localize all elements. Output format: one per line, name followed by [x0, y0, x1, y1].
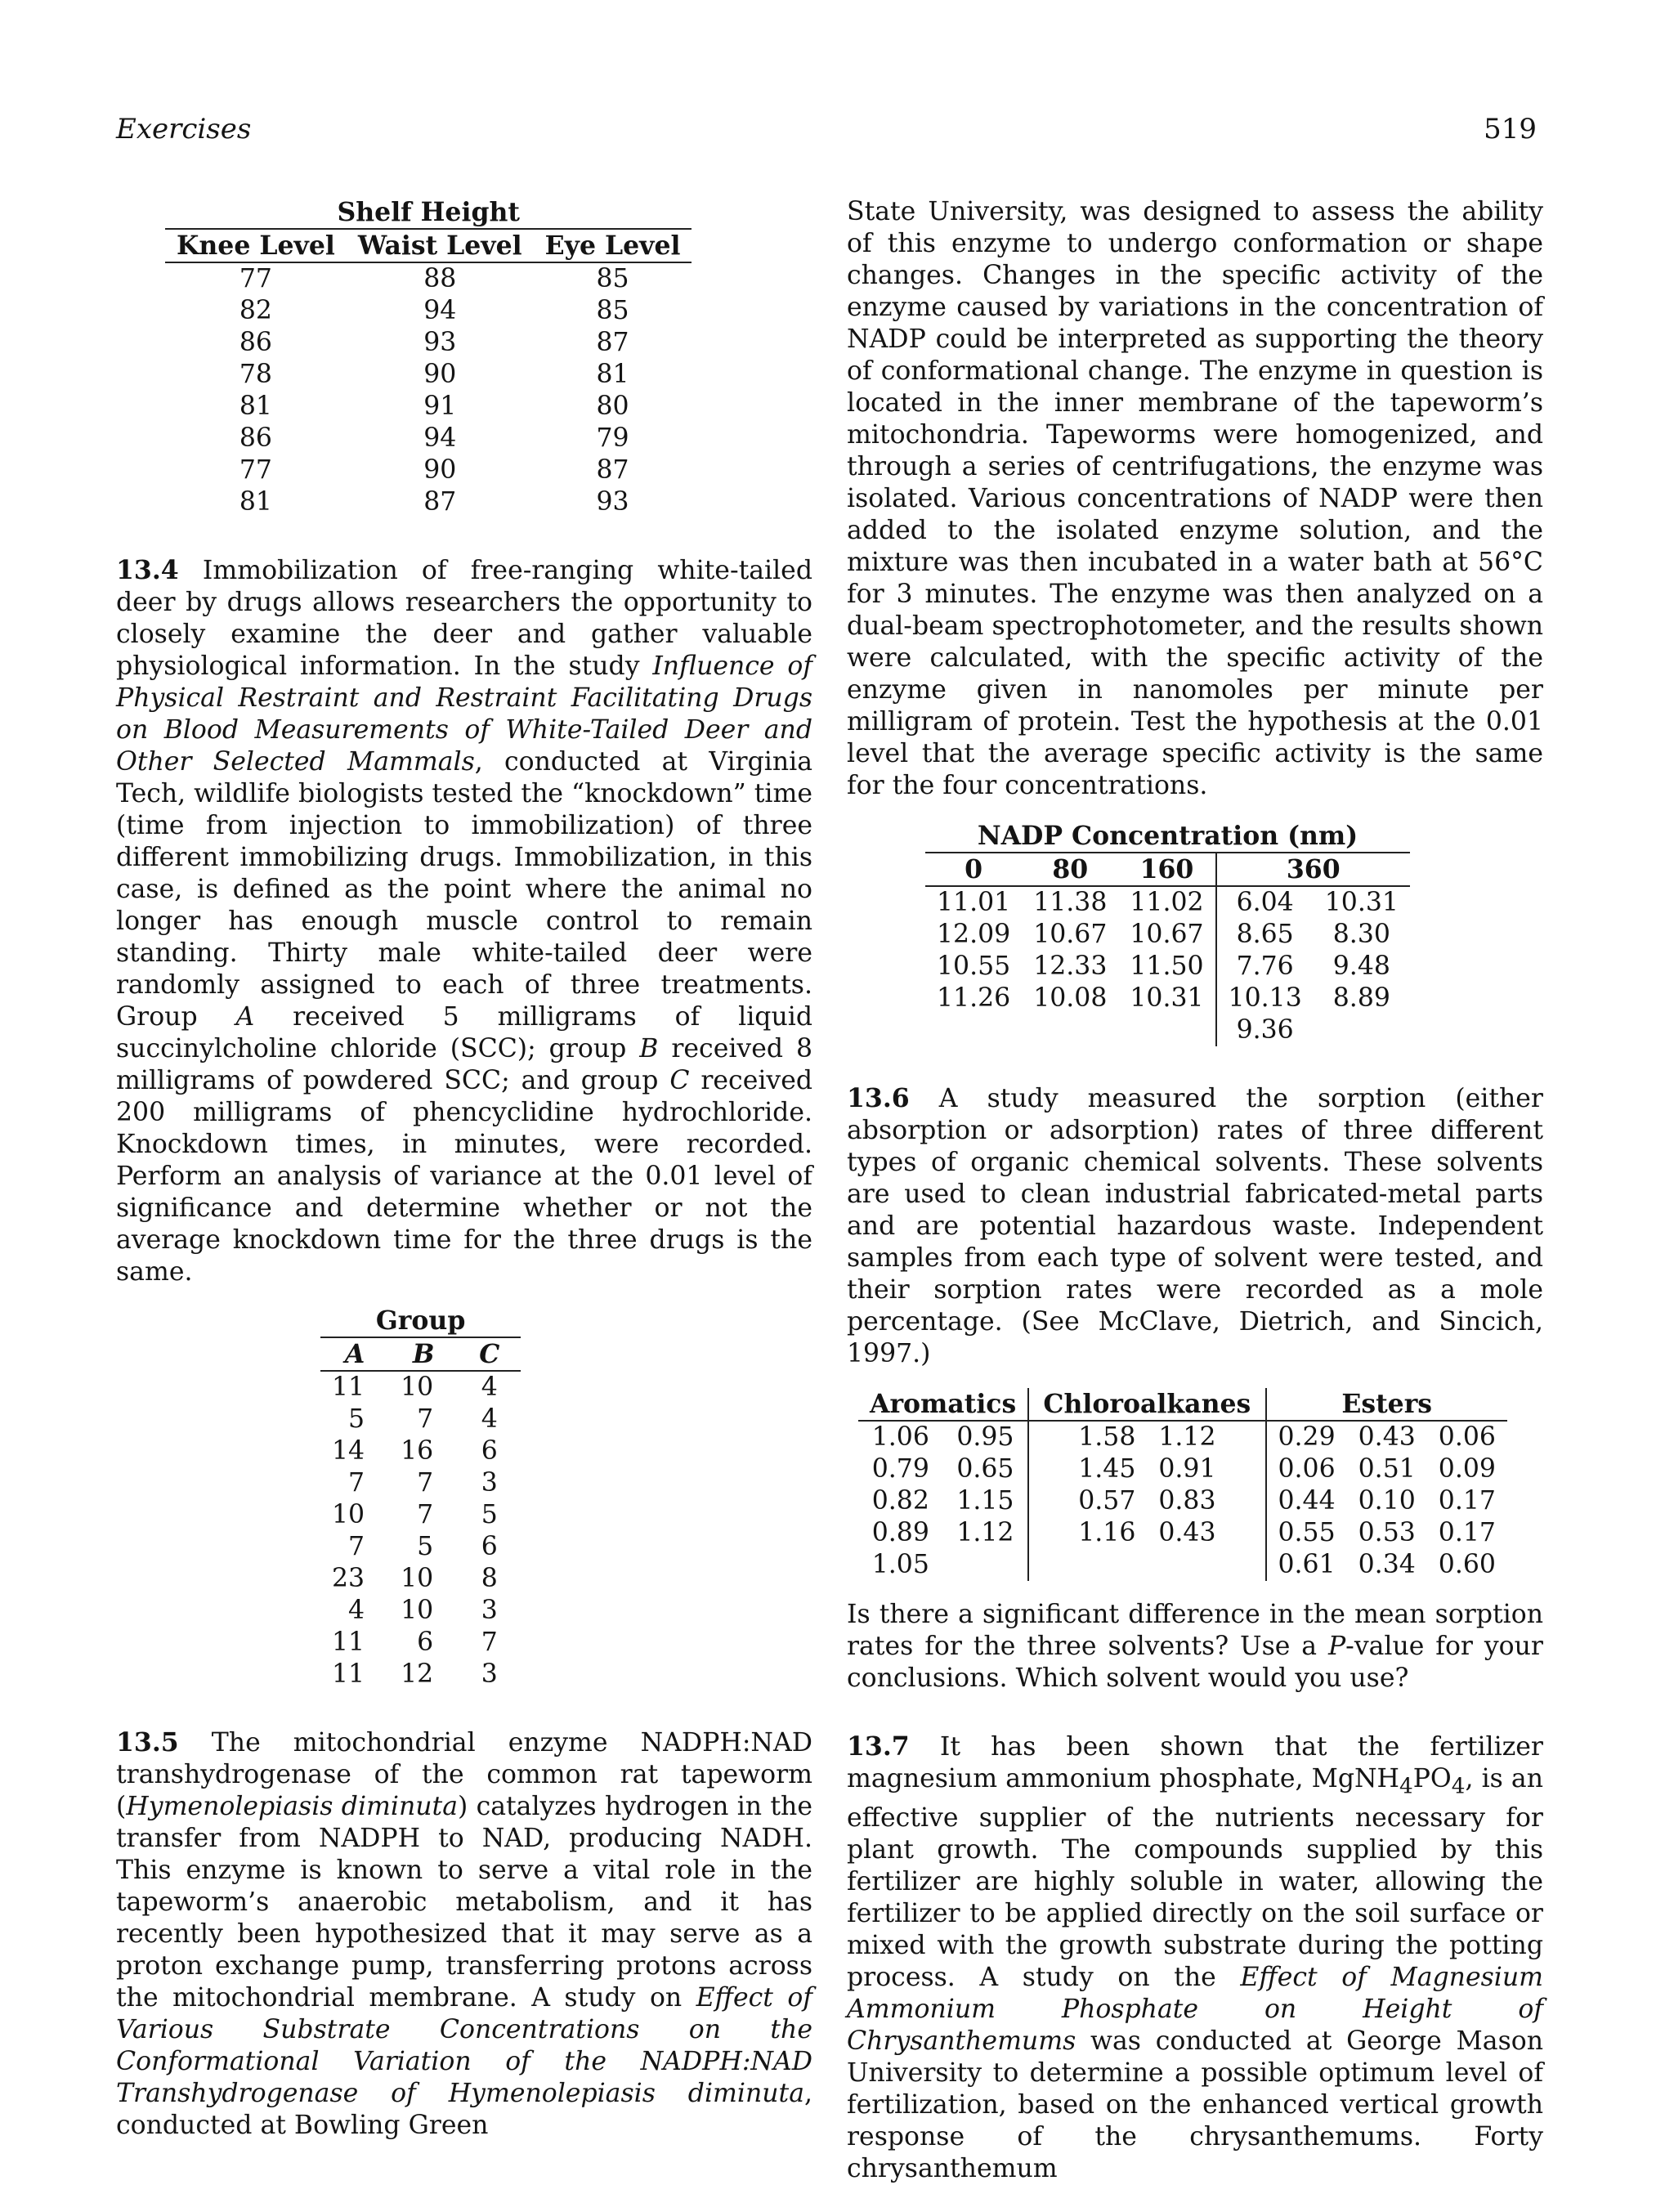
left-column	[116, 196, 812, 2142]
table-cell: 90	[423, 360, 457, 389]
table-cell: 94	[423, 423, 457, 453]
table-cell: 8.65	[1216, 919, 1314, 951]
table-cell: 9.36	[1216, 1014, 1314, 1046]
table-row	[320, 1499, 521, 1531]
table-cell	[1314, 1014, 1410, 1046]
exercise-13-5-continued: State University, was designed to assess the ability of this enzyme to undergo conformation or shape changes. Changes in the specific activity of the enzyme caused by variations in the concentration of NADP could be interpreted as supporting the theory of conformational change. The enzyme in question is located in the inner membrane of the tapeworm’s mitochondria. Tapeworms were homogenized, and through a series of centrifugations, the enzyme was isolated. Various concentrations of NADP were then added to the isolated enzyme solution, and the mixture was then incubated in a water bath at 56°C for 3 minutes. The enzyme was then analyzed on a dual-beam spectrophotometer, and the results shown were calculated, with the specific activity of the enzyme given in nanomoles per minute per milligram of protein. Test the hypothesis at the 0.01 level that the average specific activity is the same for the four concentrations.	[847, 197, 1543, 800]
table-cell: 77	[239, 455, 272, 485]
table-cell: 81	[239, 392, 272, 421]
table-cell: 87	[596, 328, 629, 357]
table-cell: 10.31	[1324, 888, 1399, 917]
table-cell: 11.02	[1130, 888, 1204, 917]
table-cell: 0.51	[1358, 1454, 1416, 1484]
table-cell: 12	[401, 1659, 434, 1689]
table-cell: 10.67	[1033, 920, 1108, 949]
table-cell: 90	[423, 455, 457, 485]
table-cell: 86	[239, 423, 272, 453]
shelf-height-table	[165, 196, 692, 518]
table-cell: 86	[239, 328, 272, 357]
column-header: Waist Level	[347, 229, 534, 262]
table-cell: 7.76	[1216, 951, 1314, 983]
table-cell: 88	[423, 264, 457, 293]
table-cell: 7	[417, 1468, 434, 1498]
table-cell: 12.33	[1033, 952, 1108, 981]
table-cell: 11	[332, 1628, 365, 1657]
page-number: 519	[1484, 113, 1537, 146]
table-cell: 11.50	[1130, 952, 1204, 981]
study-title: Effect of Magnesium Ammonium Phosphate on Height of Chrysanthemums	[847, 1963, 1543, 2057]
table-cell: 0.61	[1266, 1549, 1347, 1581]
table-cell: 0.29	[1266, 1421, 1347, 1453]
table-cell: 10.08	[1033, 983, 1108, 1013]
table-row	[925, 886, 1410, 919]
table-cell: 0.44	[1266, 1485, 1347, 1517]
table-cell: 85	[596, 296, 629, 325]
table-cell: 7	[417, 1500, 434, 1529]
right-column	[847, 196, 1543, 2185]
table-row	[165, 262, 692, 295]
nadp-table	[925, 820, 1410, 1046]
table-cell: 7	[481, 1628, 498, 1657]
table-cell: 11.01	[937, 888, 1011, 917]
table-cell: 0.53	[1358, 1518, 1416, 1547]
table-cell: 4	[481, 1404, 498, 1434]
solvent-table	[858, 1388, 1507, 1581]
table-cell	[1147, 1549, 1265, 1581]
table-row	[165, 391, 692, 423]
table-group-header: Group	[320, 1305, 521, 1337]
table-cell: 8.89	[1332, 983, 1390, 1013]
table-group-header: NADP Concentration (nm)	[925, 820, 1410, 853]
table-row	[925, 919, 1410, 951]
column-header: Eye Level	[534, 229, 692, 262]
running-title: Exercises	[116, 113, 252, 146]
table-row	[320, 1404, 521, 1435]
table-cell: 10	[401, 1372, 434, 1402]
column-header: 360	[1216, 853, 1410, 886]
table-cell: 0.06	[1438, 1422, 1496, 1452]
table-row	[320, 1531, 521, 1563]
table-cell: 0.89	[871, 1518, 929, 1547]
table-cell: 77	[239, 264, 272, 293]
table-cell: 91	[423, 392, 457, 421]
table-cell: 10	[332, 1500, 365, 1529]
table-cell: 7	[348, 1468, 365, 1498]
table-row	[165, 295, 692, 327]
table-cell: 14	[332, 1436, 365, 1466]
table-row	[320, 1627, 521, 1659]
table-cell: 6	[481, 1436, 498, 1466]
table-cell: 87	[423, 487, 457, 517]
table-cell: 80	[596, 392, 629, 421]
table-row	[320, 1467, 521, 1499]
exercise-13-6-question: Is there a significant difference in the mean sorption rates for the three solvents? Use a P-value for your conclusions. Which solvent would you use?	[847, 1600, 1543, 1693]
table-row	[858, 1517, 1507, 1549]
table-cell: 8	[481, 1564, 498, 1593]
exercise-number: 13.7	[847, 1731, 910, 1762]
table-cell: 79	[596, 423, 629, 453]
exercise-13-6: 13.6 A study measured the sorption (either absorption or adsorption) rates of three different types of organic chemical solvents. These solvents are used to clean industrial fabricated-metal parts and are potential hazardous waste. Independent samples from each type of solvent were tested, and their sorption rates were recorded as a mole percentage. (See McClave, Dietrich, and Sincich, 1997.)	[847, 1083, 1543, 1368]
table-cell: 1.05	[871, 1550, 929, 1579]
table-row	[858, 1485, 1507, 1517]
table-cell: 10	[401, 1564, 434, 1593]
table-cell: 11.26	[937, 983, 1011, 1013]
table-cell: 0.65	[956, 1454, 1014, 1484]
table-cell: 0.17	[1438, 1518, 1496, 1547]
table-cell: 0.55	[1266, 1517, 1347, 1549]
table-cell: 94	[423, 296, 457, 325]
table-cell: 10.13	[1216, 983, 1314, 1014]
table-cell: 4	[481, 1372, 498, 1402]
table-cell: 10.55	[937, 952, 1011, 981]
table-row	[858, 1453, 1507, 1485]
table-cell: 93	[423, 328, 457, 357]
table-cell	[1028, 1549, 1147, 1581]
table-cell: 0.79	[871, 1454, 929, 1484]
table-row	[165, 454, 692, 486]
table-cell: 6	[481, 1532, 498, 1561]
table-cell: 0.06	[1266, 1453, 1347, 1485]
table-cell	[1022, 1014, 1118, 1046]
table-cell: 0.09	[1438, 1454, 1496, 1484]
column-header: A	[320, 1337, 389, 1371]
table-cell: 10	[401, 1596, 434, 1625]
table-row	[320, 1595, 521, 1627]
table-row	[858, 1549, 1507, 1581]
exercise-number: 13.4	[116, 555, 179, 585]
table-cell: 1.45	[1028, 1453, 1147, 1485]
column-header: Knee Level	[165, 229, 347, 262]
table-cell: 0.34	[1358, 1550, 1416, 1579]
table-cell: 16	[401, 1436, 434, 1466]
table-cell: 11.38	[1033, 888, 1108, 917]
column-header: Aromatics	[858, 1388, 1028, 1421]
table-cell: 0.57	[1028, 1485, 1147, 1517]
table-cell: 0.60	[1438, 1550, 1496, 1579]
table-row	[320, 1563, 521, 1595]
table-cell: 11	[332, 1372, 365, 1402]
page-header	[116, 113, 1537, 154]
table-cell: 0.43	[1358, 1422, 1416, 1452]
table-row	[165, 327, 692, 359]
column-header: Chloroalkanes	[1028, 1388, 1265, 1421]
table-cell: 8.30	[1332, 920, 1390, 949]
table-cell: 3	[481, 1468, 498, 1498]
table-row	[925, 983, 1410, 1014]
column-header: 160	[1118, 853, 1215, 886]
column-header: C	[458, 1337, 521, 1371]
exercise-number: 13.5	[116, 1727, 179, 1758]
table-cell: 3	[481, 1659, 498, 1689]
table-cell: 7	[417, 1404, 434, 1434]
table-cell: 10.31	[1130, 983, 1204, 1013]
column-header: 80	[1022, 853, 1118, 886]
table-cell: 82	[239, 296, 272, 325]
table-row	[165, 486, 692, 518]
table-cell: 81	[596, 360, 629, 389]
table-row	[320, 1435, 521, 1467]
table-cell: 93	[596, 487, 629, 517]
table-cell	[943, 1549, 1029, 1581]
table-cell: 7	[348, 1532, 365, 1561]
table-cell: 23	[332, 1564, 365, 1593]
table-cell: 78	[239, 360, 272, 389]
table-cell: 3	[481, 1596, 498, 1625]
table-cell	[925, 1014, 1022, 1046]
exercise-13-5: 13.5 The mitochondrial enzyme NADPH:NAD transhydrogenase of the common rat tapeworm (Hymenolepiasis diminuta) catalyzes hydrogen in the transfer from NADPH to NAD, producing NADH. This enzyme is known to serve a vital role in the tapeworm’s anaerobic metabolism, and it has recently been hypothesized that it may serve as a proton exchange pump, transferring protons across the mitochondrial membrane. A study on Effect of Various Substrate Concentrations on the Conformational Variation of the NADPH:NAD Transhydrogenase of Hymenolepiasis diminuta, conducted at Bowling Green	[116, 1727, 812, 2140]
table-row	[165, 423, 692, 454]
table-cell: 4	[348, 1596, 365, 1625]
table-cell: 0.10	[1358, 1486, 1416, 1516]
table-group-header: Shelf Height	[165, 196, 692, 229]
table-cell: 6	[417, 1628, 434, 1657]
table-cell: 87	[596, 455, 629, 485]
table-cell: 0.95	[956, 1422, 1014, 1452]
table-cell: 5	[481, 1500, 498, 1529]
table-cell: 81	[239, 487, 272, 517]
table-cell: 1.16	[1028, 1517, 1147, 1549]
table-row	[320, 1659, 521, 1690]
table-cell: 1.12	[956, 1518, 1014, 1547]
table-cell	[1118, 1014, 1215, 1046]
table-cell: 0.91	[1158, 1454, 1216, 1484]
table-cell: 6.04	[1216, 886, 1314, 919]
table-cell: 1.58	[1028, 1421, 1147, 1453]
table-cell: 0.17	[1438, 1486, 1496, 1516]
table-cell: 10.67	[1130, 920, 1204, 949]
column-header: B	[389, 1337, 458, 1371]
study-title: Effect of Various Substrate Concentrations on the Conformational Variation of the NADPH:NAD Transhydrogenase of Hymenolepiasis diminuta	[116, 1983, 812, 2108]
exercise-13-7: 13.7 It has been shown that the fertilizer magnesium ammonium phosphate, $MgNH_4PO_4$, is an effective supplier of the nutrients necessary for plant growth. The compounds supplied by this fertilizer are highly soluble in water, allowing the fertilizer to be applied directly on the soil surface or mixed with the growth substrate during the potting process. A study on the Effect of Magnesium Ammonium Phosphate on Height of Chrysanthemums was conducted at George Mason University to determine a possible optimum level of fertilization, based on the enhanced vertical growth response of the chrysanthemums. Forty chrysanthemum	[847, 1731, 1543, 2184]
table-cell: 12.09	[937, 920, 1011, 949]
table-cell: 0.83	[1158, 1486, 1216, 1516]
table-cell: 5	[348, 1404, 365, 1434]
table-cell: 85	[596, 264, 629, 293]
table-cell: 0.43	[1158, 1518, 1216, 1547]
exercise-13-4: 13.4 Immobilization of free-ranging white-tailed deer by drugs allows researchers the opportunity to closely examine the deer and gather valuable physiological information. In the study Influence of Physical Restraint and Restraint Facilitating Drugs on Blood Measurements of White-Tailed Deer and Other Selected Mammals, conducted at Virginia Tech, wildlife biologists tested the “knockdown” time (time from injection to immobilization) of three different immobilizing drugs. Immobilization, in this case, is defined as the point where the animal no longer has enough muscle control to remain standing. Thirty male white-tailed deer were randomly assigned to each of three treatments. Group A received 5 milligrams of liquid succinylcholine chloride (SCC); group B received 8 milligrams of powdered SCC; and group C received 200 milligrams of phencyclidine hydrochloride. Knockdown times, in minutes, were recorded. Perform an analysis of variance at the 0.01 level of significance and determine whether or not the average knockdown time for the three drugs is the same.	[116, 555, 813, 1287]
table-cell: 1.06	[871, 1422, 929, 1452]
table-cell: 5	[417, 1532, 434, 1561]
table-cell: 1.15	[956, 1486, 1014, 1516]
table-row	[320, 1371, 521, 1404]
table-row	[925, 951, 1410, 983]
table-row	[858, 1421, 1507, 1453]
group-table	[320, 1305, 521, 1690]
column-header: 0	[925, 853, 1022, 886]
table-cell: 11	[332, 1659, 365, 1689]
table-row	[925, 1014, 1410, 1046]
table-cell: 9.48	[1332, 952, 1390, 981]
exercise-number: 13.6	[847, 1083, 910, 1113]
study-title: Influence of Physical Restraint and Restraint Facilitating Drugs on Blood Measurements of White-Tailed Deer and Other Selected Mammals	[116, 652, 812, 777]
table-row	[165, 359, 692, 391]
table-cell: 0.82	[871, 1486, 929, 1516]
table-cell: 1.12	[1158, 1422, 1216, 1452]
column-header: Esters	[1266, 1388, 1507, 1421]
